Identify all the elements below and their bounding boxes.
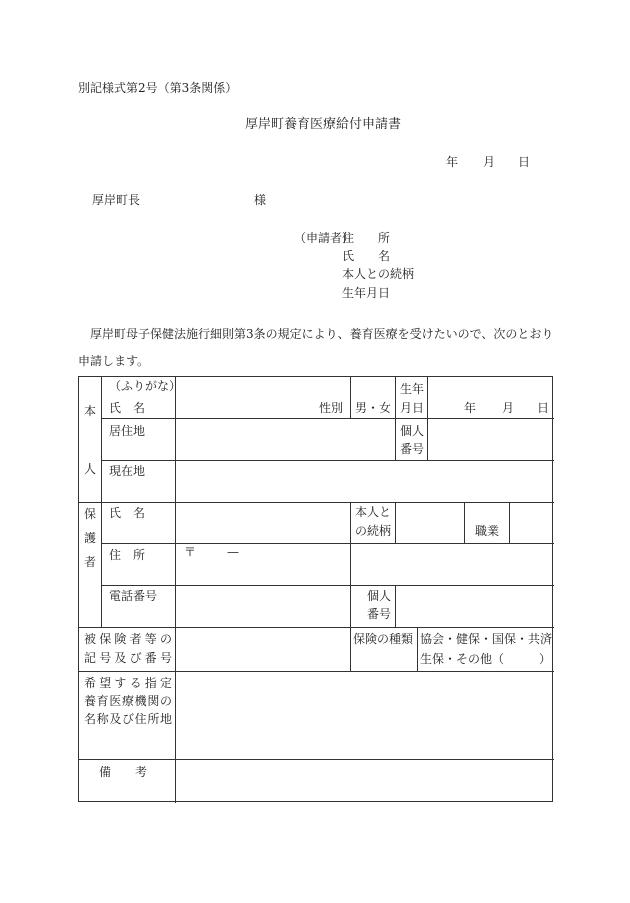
guardian-relation-label-1: 本人と	[355, 505, 392, 519]
applicant-prefix: （申請者）	[294, 231, 355, 245]
insurance-options-line2-start: 生保・その他（	[420, 652, 505, 666]
guardian-side-label-1: 保	[84, 507, 97, 521]
postal-mark: 〒	[184, 545, 197, 559]
remarks-label: 備 考	[99, 765, 148, 779]
self-residence-label: 居住地	[109, 424, 146, 438]
self-sex-label: 性別	[319, 401, 344, 415]
addressee-name: 厚岸町長	[92, 193, 141, 207]
insurance-type-label: 保険の種類	[353, 632, 414, 646]
guardian-relation-label-2: の続柄	[355, 524, 392, 538]
self-personal-number-label-2: 番号	[400, 442, 425, 456]
self-birth-month: 月	[502, 401, 515, 415]
applicant-address-label: 住 所	[342, 231, 391, 245]
applicant-name-label: 氏 名	[342, 249, 391, 263]
guardian-personal-number-label-2: 番号	[367, 607, 392, 621]
document-title: 厚岸町養育医療給付申請書	[245, 117, 402, 132]
guardian-side-label-3: 者	[84, 555, 97, 569]
self-birth-year: 年	[464, 401, 477, 415]
date-month: 月	[483, 155, 496, 169]
guardian-occupation-label: 職業	[475, 524, 500, 538]
postal-dash: —	[227, 545, 239, 559]
insurance-number-label-2: 記号及び番号	[84, 651, 172, 665]
application-table	[78, 376, 553, 802]
guardian-phone-label: 電話番号	[109, 589, 158, 603]
self-personal-number-label-1: 個人	[400, 424, 425, 438]
self-current-address-label: 現在地	[109, 464, 146, 478]
facility-label-3: 名称及び住所地	[84, 712, 172, 726]
guardian-side-label-2: 護	[84, 531, 97, 545]
self-side-label-bottom: 人	[84, 462, 97, 476]
body-text-line1: 厚岸町母子保健法施行細則第3条の規定により、養育医療を受けたいので、次のとおり	[90, 327, 554, 341]
applicant-birthdate-label: 生年月日	[342, 286, 391, 300]
guardian-name-label: 氏 名	[109, 506, 146, 520]
form-number: 別記様式第2号（第3条関係）	[78, 81, 238, 95]
date-day: 日	[518, 155, 531, 169]
self-side-label-top: 本	[84, 404, 97, 418]
self-birth-label-1: 生年	[400, 382, 425, 396]
insurance-options-line1: 協会・健保・国保・共済	[420, 632, 553, 646]
addressee-honorific: 様	[254, 193, 267, 207]
guardian-address-label: 住 所	[109, 548, 146, 562]
insurance-number-label-1: 被保険者等の	[84, 632, 172, 646]
insurance-options-line2-end: ）	[539, 652, 552, 666]
self-furigana-label: （ふりがな）	[109, 379, 182, 393]
self-birth-day: 日	[537, 401, 550, 415]
self-sex-options: 男・女	[355, 401, 392, 415]
date-year: 年	[446, 155, 459, 169]
facility-label-2: 養育医療機関の	[84, 694, 172, 708]
guardian-personal-number-label-1: 個人	[367, 589, 392, 603]
self-name-label: 氏 名	[109, 401, 146, 415]
body-text-line2: 申請します。	[78, 354, 150, 368]
self-birth-label-2: 月日	[400, 401, 425, 415]
facility-label-1: 希望する指定	[84, 676, 172, 690]
applicant-relation-label: 本人との続柄	[342, 267, 415, 281]
